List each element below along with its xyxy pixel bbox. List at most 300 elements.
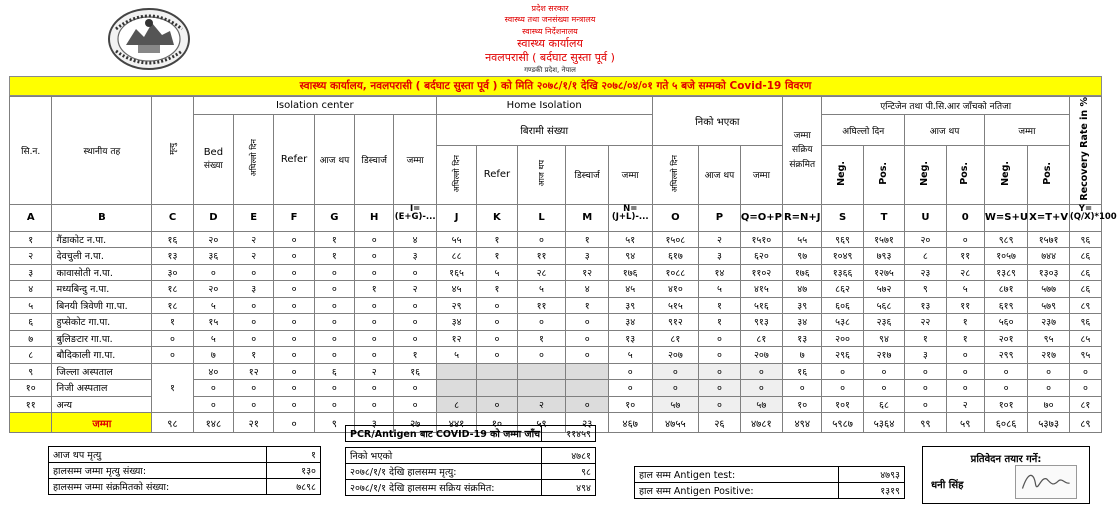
table-cell: ३९ <box>608 297 652 314</box>
table-cell: ३ <box>394 248 437 265</box>
table-cell: बिनयी त्रिवेणी गा.पा. <box>52 297 152 314</box>
total-deaths-label: हालसम्म जम्मा मृत्यु संख्या: <box>49 463 267 479</box>
active-since-value: ४९४ <box>542 480 596 496</box>
col-head-home-sum: जम्मा <box>608 146 652 204</box>
table-cell: ५ <box>193 330 233 347</box>
table-cell: १०८८ <box>652 264 699 281</box>
table-cell: ८६ <box>1069 248 1101 265</box>
total-deaths-value: १३० <box>267 463 321 479</box>
table-cell: ० <box>946 231 984 248</box>
table-cell: ५ <box>946 281 984 298</box>
column-letter-10: K <box>477 204 517 231</box>
group-patients-count: बिरामी संख्या <box>436 115 652 146</box>
table-cell: ० <box>234 297 274 314</box>
deaths-label: मृत्यु <box>167 142 177 155</box>
table-cell: ११ <box>517 297 566 314</box>
table-cell: ९४ <box>608 248 652 265</box>
col-head-today-neg <box>905 146 946 204</box>
table-cell: ० <box>274 314 314 331</box>
table-cell: ८६२ <box>822 281 863 298</box>
table-row <box>10 264 1102 281</box>
column-letter-21: 0 <box>946 204 984 231</box>
col-head-total-active: जम्मा सक्रिय संक्रमित <box>783 97 822 205</box>
table-cell: १६ <box>394 363 437 380</box>
table-cell: ० <box>193 264 233 281</box>
table-cell: २३ <box>905 264 946 281</box>
table-cell: ० <box>699 347 740 364</box>
table-cell: ९१३ <box>740 314 782 331</box>
table-cell: १५०८ <box>652 231 699 248</box>
table-cell: ९ <box>10 363 52 380</box>
table-cell: २८ <box>946 264 984 281</box>
table-cell: ० <box>274 264 314 281</box>
table-cell: ० <box>274 231 314 248</box>
col-head-iso-sum: जम्मा <box>394 115 437 205</box>
table-cell: १६ <box>783 363 822 380</box>
table-cell: ६८ <box>863 396 904 413</box>
table-cell: २ <box>517 396 566 413</box>
table-cell: ६१९ <box>984 297 1028 314</box>
total-cell: ९९ <box>905 413 946 433</box>
table-cell: ० <box>1028 380 1070 397</box>
table-cell: १५७१ <box>1028 231 1070 248</box>
table-cell: ५७ <box>652 396 699 413</box>
table-cell: ० <box>314 281 354 298</box>
prev-neg-label: Neg. <box>836 161 848 186</box>
header-line-2: स्वास्थ्य तथा जनसंख्या मन्त्रालय <box>504 15 596 24</box>
table-cell: १७६ <box>608 264 652 281</box>
table-cell: बुलिङटार गा.पा. <box>52 330 152 347</box>
table-cell: ७ <box>193 347 233 364</box>
table-cell: ० <box>477 330 517 347</box>
total-cell: ५३६४ <box>863 413 904 433</box>
column-letter-19: T <box>863 204 904 231</box>
reporter-title: प्रतिवेदन तयार गर्ने: <box>970 454 1042 465</box>
table-cell: ५ <box>10 297 52 314</box>
table-cell: ० <box>314 380 354 397</box>
table-cell: ६१७ <box>652 248 699 265</box>
table-cell: २०७ <box>652 347 699 364</box>
today-deaths-label: आज थप मृत्यु <box>49 447 267 463</box>
table-cell: १ <box>477 281 517 298</box>
table-cell: ० <box>608 363 652 380</box>
table-cell: १ <box>394 347 437 364</box>
table-cell: २१७ <box>863 347 904 364</box>
table-cell: ० <box>314 314 354 331</box>
table-cell: ० <box>394 264 437 281</box>
table-cell: २९ <box>436 297 476 314</box>
table-cell: ० <box>477 347 517 364</box>
table-cell: ८१ <box>652 330 699 347</box>
table-cell: ५६० <box>984 314 1028 331</box>
total-infected-value: ७८९८ <box>267 479 321 495</box>
table-cell: ५५ <box>436 231 476 248</box>
table-cell: ११ <box>946 297 984 314</box>
total-cell: २७ <box>394 413 437 433</box>
column-letter-13: N=(J+L)-... <box>608 204 652 231</box>
table-cell: ० <box>314 264 354 281</box>
table-cell: १८ <box>152 297 193 314</box>
table-cell: ० <box>274 396 314 413</box>
table-row <box>10 248 1102 265</box>
table-cell: ० <box>274 281 314 298</box>
header-line-5: नवलपरासी ( बर्दघाट सुस्ता पूर्व ) <box>485 51 615 64</box>
table-cell: ० <box>355 314 394 331</box>
table-cell: ० <box>355 264 394 281</box>
column-letter-11: L <box>517 204 566 231</box>
table-cell: ९८९ <box>984 231 1028 248</box>
table-cell: १ <box>946 330 984 347</box>
table-cell: २० <box>193 281 233 298</box>
col-head-iso-prev-day <box>234 115 274 205</box>
table-cell: १ <box>152 363 193 413</box>
table-cell: ३ <box>234 281 274 298</box>
table-cell: ० <box>984 363 1028 380</box>
table-cell: ११ <box>946 248 984 265</box>
table-cell: ५ <box>193 297 233 314</box>
table-cell: ० <box>946 363 984 380</box>
table-cell: १३०३ <box>1028 264 1070 281</box>
table-cell: ८ <box>436 396 476 413</box>
group-recovered: निको भएका <box>652 97 783 146</box>
table-cell: ३० <box>152 264 193 281</box>
table-cell: ६२० <box>740 248 782 265</box>
table-cell: ३६ <box>193 248 233 265</box>
table-cell: ३ <box>905 347 946 364</box>
table-cell: ४ <box>394 231 437 248</box>
table-cell: २ <box>355 363 394 380</box>
table-cell: अन्य <box>52 396 152 413</box>
table-cell: ५७९ <box>1028 297 1070 314</box>
table-cell: ० <box>394 396 437 413</box>
table-cell: ० <box>355 396 394 413</box>
total-empty-cell <box>10 413 52 433</box>
table-cell: ३ <box>566 248 608 265</box>
table-cell: १ <box>699 297 740 314</box>
table-cell: ० <box>946 380 984 397</box>
col-head-rec-sum: जम्मा <box>740 146 782 204</box>
table-cell: १ <box>699 314 740 331</box>
header-line-1: प्रदेश सरकार <box>531 4 569 13</box>
table-cell: ० <box>699 363 740 380</box>
column-letter-6: G <box>314 204 354 231</box>
table-cell: ७० <box>1028 396 1070 413</box>
table-cell: ९५ <box>1069 347 1101 364</box>
column-letter-14: O <box>652 204 699 231</box>
table-cell: १ <box>152 314 193 331</box>
column-letter-4: E <box>234 204 274 231</box>
table-cell: देवचुली न.पा. <box>52 248 152 265</box>
table-cell: ० <box>355 330 394 347</box>
table-cell: १३ <box>608 330 652 347</box>
table-cell: ० <box>394 314 437 331</box>
table-cell: ३४ <box>783 314 822 331</box>
table-cell: ० <box>274 363 314 380</box>
table-cell: १५ <box>193 314 233 331</box>
table-cell: १६५ <box>436 264 476 281</box>
total-cell: २१ <box>234 413 274 433</box>
table-cell: ६०६ <box>822 297 863 314</box>
table-cell: ७९३ <box>863 248 904 265</box>
table-cell: १०१ <box>822 396 863 413</box>
table-cell: ० <box>566 314 608 331</box>
table-cell: ५१५ <box>652 297 699 314</box>
table-cell: ० <box>517 347 566 364</box>
total-cell: ४७८१ <box>740 413 782 433</box>
bed-count-label: संख्या <box>203 160 223 171</box>
total-cell: ५९८७ <box>822 413 863 433</box>
table-cell: ४५ <box>436 281 476 298</box>
table-cell: ५ <box>517 281 566 298</box>
total-infected-label: हालसम्म जम्मा संक्रमितको संख्या: <box>49 479 267 495</box>
table-cell: ० <box>152 347 193 364</box>
col-head-rec-prev-day <box>652 146 699 204</box>
table-cell: १२७५ <box>863 264 904 281</box>
table-cell: १ <box>355 281 394 298</box>
table-cell: २० <box>193 231 233 248</box>
table-cell: ५ <box>436 347 476 364</box>
column-letter-5: F <box>274 204 314 231</box>
total-cell: ९ <box>314 413 354 433</box>
table-cell: ० <box>314 330 354 347</box>
table-cell <box>517 380 566 397</box>
table-cell: १६ <box>152 231 193 248</box>
table-cell: ११०२ <box>740 264 782 281</box>
table-cell: ५ <box>608 347 652 364</box>
table-row <box>10 330 1102 347</box>
table-cell: ० <box>274 347 314 364</box>
col-head-rec-today: आज थप <box>699 146 740 204</box>
table-cell: ० <box>822 363 863 380</box>
table-cell: ० <box>314 347 354 364</box>
table-cell: ५५ <box>783 231 822 248</box>
table-cell: ३४ <box>436 314 476 331</box>
table-cell: १० <box>608 396 652 413</box>
report-banner: स्वास्थ्य कार्यालय, नवलपरासी ( बर्दघाट सुस्ता पूर्व ) को मिति २०७८/१/१ देखि २०७८/०४/०१ गते ५ बजे सम्मको Covid-19 विवरण <box>9 76 1102 96</box>
table-cell: ० <box>1028 363 1070 380</box>
table-cell <box>436 363 476 380</box>
table-cell: ९४ <box>863 330 904 347</box>
col-head-total-pos <box>1028 146 1070 204</box>
total-label: जम्मा <box>52 413 152 433</box>
antigen-pos-label: हाल सम्म Antigen Positive: <box>635 483 839 499</box>
table-cell: २०० <box>822 330 863 347</box>
table-cell: ० <box>566 330 608 347</box>
home-prev-day-label: अघिल्लो दिन <box>451 154 461 193</box>
table-cell: १३ <box>905 297 946 314</box>
table-cell: ० <box>863 363 904 380</box>
total-tests-label: PCR/Antigen बाट COVID-19 को जम्मा जाँच <box>346 426 542 442</box>
table-cell: ० <box>822 380 863 397</box>
table-cell: ० <box>566 396 608 413</box>
table-cell: ८ <box>905 248 946 265</box>
col-head-home-refer: Refer <box>477 146 517 204</box>
table-cell: ० <box>477 297 517 314</box>
table-cell: ४१५ <box>740 281 782 298</box>
table-cell: ० <box>234 314 274 331</box>
table-cell: ६ <box>314 363 354 380</box>
total-cell: १४८ <box>193 413 233 433</box>
group-total: जम्मा <box>984 115 1069 146</box>
table-cell: १० <box>783 396 822 413</box>
table-cell: १ <box>10 231 52 248</box>
table-cell: ८६ <box>1069 264 1101 281</box>
table-cell: ६ <box>10 314 52 331</box>
table-cell: ० <box>566 347 608 364</box>
table-cell: हुप्सेकोट गा.पा. <box>52 314 152 331</box>
table-cell: ० <box>355 380 394 397</box>
table-cell: ० <box>699 380 740 397</box>
table-row <box>10 281 1102 298</box>
column-letter-1: B <box>52 204 152 231</box>
table-cell: १३ <box>152 248 193 265</box>
table-cell: ० <box>394 380 437 397</box>
table-cell: ४५ <box>608 281 652 298</box>
home-today-label: आज थप <box>536 160 546 187</box>
table-cell: ११ <box>517 248 566 265</box>
table-cell: ० <box>274 297 314 314</box>
table-cell: ० <box>905 363 946 380</box>
group-prev-day: अघिल्लो दिन <box>822 115 905 146</box>
table-cell: ० <box>863 380 904 397</box>
total-cell: ४९४ <box>783 413 822 433</box>
table-cell: ० <box>234 330 274 347</box>
total-cell: २६ <box>699 413 740 433</box>
table-cell: ९१२ <box>652 314 699 331</box>
column-letter-9: J <box>436 204 476 231</box>
table-cell: ० <box>234 380 274 397</box>
table-cell: १७६ <box>783 264 822 281</box>
table-cell: ८९ <box>1069 297 1101 314</box>
table-cell <box>566 363 608 380</box>
total-pos-label: Pos. <box>1042 162 1054 185</box>
table-cell: १०४९ <box>822 248 863 265</box>
table-cell: ९६ <box>1069 231 1101 248</box>
total-cell: ५९ <box>946 413 984 433</box>
total-cell: १० <box>477 413 517 433</box>
column-letter-22: W=S+U <box>984 204 1028 231</box>
antigen-pos-value: १३१९ <box>839 483 905 499</box>
col-head-today-pos <box>946 146 984 204</box>
table-row <box>10 314 1102 331</box>
antigen-test-value: ४७९३ <box>839 467 905 483</box>
col-head-iso-discharge: डिस्चार्ज <box>355 115 394 205</box>
table-cell: ० <box>608 380 652 397</box>
table-cell: १ <box>946 314 984 331</box>
table-cell: ० <box>699 396 740 413</box>
table-cell: ० <box>984 380 1028 397</box>
table-cell: ५ <box>477 264 517 281</box>
table-cell: ० <box>1069 363 1101 380</box>
table-cell: १५७१ <box>863 231 904 248</box>
table-cell: ० <box>477 396 517 413</box>
total-cell: ३ <box>355 413 394 433</box>
table-cell: ० <box>652 380 699 397</box>
today-deaths-value: १ <box>267 447 321 463</box>
table-cell: १ <box>314 248 354 265</box>
total-cell: ४७५५ <box>652 413 699 433</box>
total-cell: ५३७३ <box>1028 413 1070 433</box>
table-cell: ० <box>193 396 233 413</box>
table-cell: १० <box>10 380 52 397</box>
column-letter-8: I=(E+G)-... <box>394 204 437 231</box>
header-line-4: स्वास्थ्य कार्यालय <box>517 37 583 50</box>
table-cell: ३ <box>10 264 52 281</box>
table-cell: २२ <box>905 314 946 331</box>
table-cell <box>517 363 566 380</box>
col-head-local-level: स्थानीय तह <box>52 97 152 205</box>
table-cell: २०१ <box>984 330 1028 347</box>
table-cell: मध्यबिन्दु न.पा. <box>52 281 152 298</box>
table-cell: ० <box>905 380 946 397</box>
table-cell: ४ <box>566 281 608 298</box>
col-head-prev-neg <box>822 146 863 204</box>
col-head-prev-pos <box>863 146 904 204</box>
table-cell: ० <box>652 363 699 380</box>
table-cell: १ <box>566 297 608 314</box>
table-cell: ८५ <box>1069 330 1101 347</box>
reporter-name: धनी सिंह <box>931 480 964 491</box>
rec-prev-day-label: अघिल्लो दिन <box>670 154 680 193</box>
table-cell: ३९ <box>783 297 822 314</box>
recovered-label: निको भएको <box>346 448 542 464</box>
total-cell: ४६७ <box>608 413 652 433</box>
today-neg-label: Neg. <box>919 161 931 186</box>
column-letter-row <box>10 204 1102 231</box>
table-cell: ९६ <box>1069 314 1101 331</box>
table-cell: १ <box>566 231 608 248</box>
column-letter-2: C <box>152 204 193 231</box>
table-cell: २ <box>946 396 984 413</box>
active-since-label: २०७८/१/१ देखि हालसम्म सक्रिय संक्रमित: <box>346 480 542 496</box>
table-cell: गैंडाकोट न.पा. <box>52 231 152 248</box>
column-letter-7: H <box>355 204 394 231</box>
table-cell: १०५७ <box>984 248 1028 265</box>
col-head-iso-today: आज थप <box>314 115 354 205</box>
header-line-6: गण्डकी प्रदेश, नेपाल <box>524 66 576 74</box>
table-cell: ५६८ <box>863 297 904 314</box>
table-cell: १०१ <box>984 396 1028 413</box>
table-cell: ० <box>946 347 984 364</box>
table-cell: ३ <box>699 248 740 265</box>
table-cell: ० <box>477 314 517 331</box>
col-head-total-neg <box>984 146 1028 204</box>
table-cell: २ <box>234 231 274 248</box>
col-head-home-today <box>517 146 566 204</box>
table-cell: १ <box>234 347 274 364</box>
table-cell: २१७ <box>1028 347 1070 364</box>
table-cell: २३७ <box>1028 314 1070 331</box>
table-cell: २३६ <box>863 314 904 331</box>
table-cell: ० <box>394 330 437 347</box>
table-cell: ० <box>699 330 740 347</box>
deaths-since-label: २०७८/१/१ देखि हालसम्म मृत्यु: <box>346 464 542 480</box>
table-cell: २ <box>699 231 740 248</box>
signature-image <box>1015 465 1077 499</box>
column-letter-15: P <box>699 204 740 231</box>
group-isolation-center: Isolation center <box>193 97 436 115</box>
table-cell: ९६९ <box>822 231 863 248</box>
total-cell: ८९ <box>1069 413 1101 433</box>
table-cell: ० <box>355 297 394 314</box>
table-cell: ० <box>314 396 354 413</box>
table-cell: जिल्ला अस्पताल <box>52 363 152 380</box>
table-cell: ० <box>193 380 233 397</box>
summary-mid-box <box>345 425 596 496</box>
deaths-since-value: ९८ <box>542 464 596 480</box>
table-cell: ७ <box>783 347 822 364</box>
column-letter-24: Y=(Q/X)*100 <box>1069 204 1101 231</box>
